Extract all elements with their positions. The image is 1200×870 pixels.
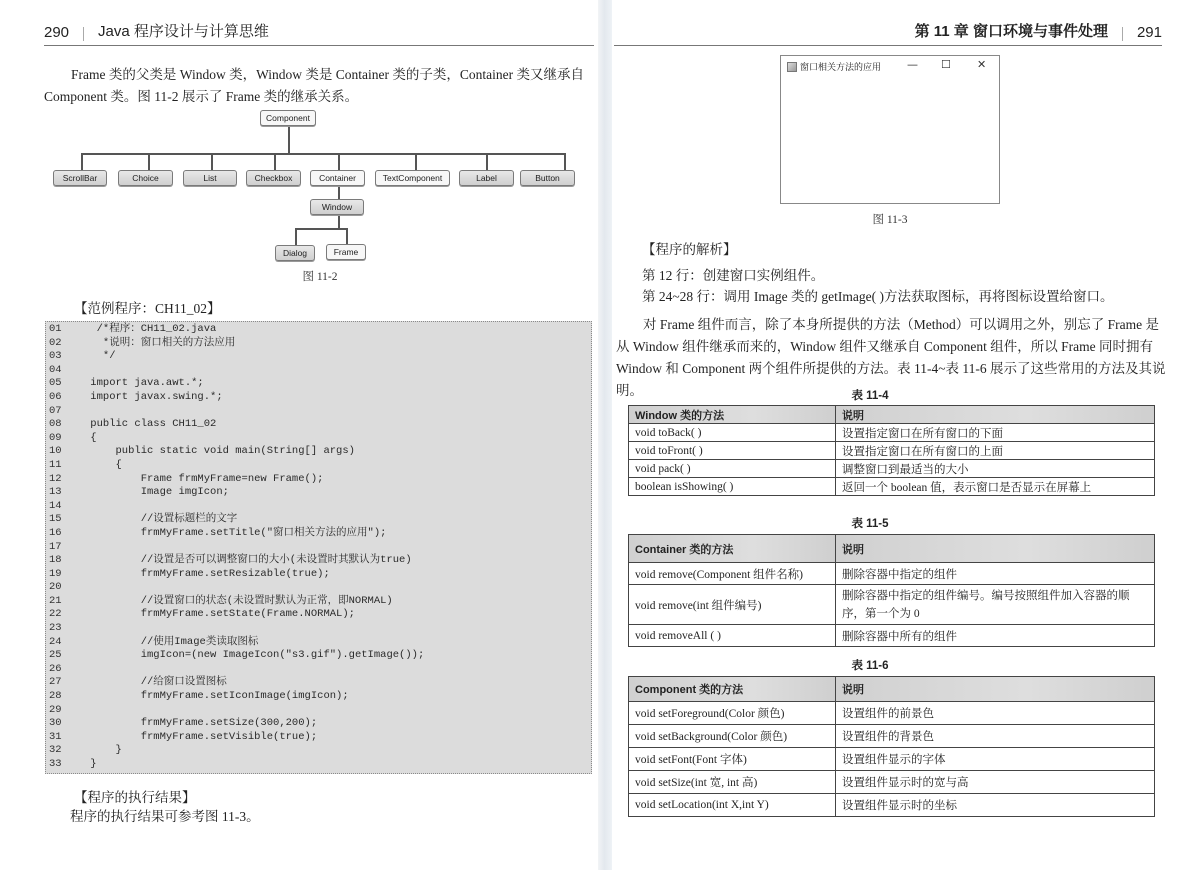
line-number: 12 <box>49 472 62 485</box>
line-number: 30 <box>49 717 62 730</box>
code-line <box>46 663 591 677</box>
result-text: 程序的执行结果可参考图 11-3。 <box>70 809 260 824</box>
desc-cell: 删除容器中指定的组件 <box>836 563 1155 585</box>
header-separator <box>1122 27 1123 41</box>
book-title: Java 程序设计与计算思维 <box>98 23 269 40</box>
result-title: 【程序的执行结果】 <box>74 790 196 805</box>
code-text: import javax.swing.*; <box>84 390 223 403</box>
line-number: 09 <box>49 431 62 444</box>
code-line <box>46 731 591 745</box>
code-text: public class CH11_02 <box>84 418 217 431</box>
line-number: 08 <box>49 418 62 431</box>
code-text <box>84 541 591 555</box>
body-paragraph: 对 Frame 组件而言，除了本身所提供的方法（Method）可以调用之外，别忘了 Frame 是从 Window 组件继承而来的，Window 组件又继承自 Component 组件，所以 Frame 同时拥有 Window 和 Component 两个组件所提供的方法。表 11-4~表 11-6 展示了这些常用的方法及其说明。 <box>616 317 1166 398</box>
line-number: 05 <box>49 377 62 390</box>
line-number: 23 <box>49 622 62 635</box>
line-number: 24 <box>49 635 62 648</box>
table-header: Window 类的方法 <box>629 406 836 424</box>
analysis-line-1: 第 12 行：创建窗口实例组件。 <box>642 268 825 283</box>
maximize-icon: ☐ <box>941 58 951 71</box>
code-text: frmMyFrame.setResizable(true); <box>84 567 330 580</box>
code-text: frmMyFrame.setTitle("窗口相关方法的应用"); <box>84 526 387 539</box>
figure-caption-11-3: 图 11-3 <box>872 214 908 226</box>
line-number: 31 <box>49 730 62 743</box>
code-line <box>46 758 591 772</box>
table-row <box>629 794 1155 817</box>
desc-cell: 删除容器中指定的组件编号。编号按照组件加入容器的顺序，第一个为 0 <box>836 585 1155 625</box>
java-app-icon <box>787 62 797 72</box>
method-cell: void setBackground(Color 颜色) <box>629 725 836 748</box>
line-number: 32 <box>49 744 62 757</box>
close-icon: ✕ <box>977 58 987 71</box>
method-cell: void setSize(int 宽, int 高) <box>629 771 836 794</box>
method-cell: void toFront( ) <box>629 442 836 460</box>
code-text: Frame frmMyFrame=new Frame(); <box>84 472 324 485</box>
node-window: Window <box>310 199 364 215</box>
code-text: frmMyFrame.setSize(300,200); <box>84 717 318 730</box>
method-cell: void setForeground(Color 颜色) <box>629 702 836 725</box>
code-block <box>45 321 592 774</box>
code-line <box>46 636 591 650</box>
desc-cell: 设置指定窗口在所有窗口的下面 <box>836 424 1155 442</box>
code-line <box>46 744 591 758</box>
code-text <box>84 581 591 595</box>
analysis-title: 【程序的解析】 <box>642 242 737 257</box>
method-cell: void pack( ) <box>629 460 836 478</box>
desc-cell: 设置指定窗口在所有窗口的上面 <box>836 442 1155 460</box>
method-cell: void setLocation(int X,int Y) <box>629 794 836 817</box>
window-title: 窗口相关方法的应用 <box>800 62 882 72</box>
code-line <box>46 323 591 337</box>
code-text <box>84 622 591 636</box>
code-text: public static void main(String[] args) <box>84 445 355 458</box>
code-text: //设置标题栏的文字 <box>84 513 238 526</box>
window-screenshot <box>780 55 1000 204</box>
code-text: imgIcon=(new ImageIcon("s3.gif").getImage()); <box>84 649 425 662</box>
code-line <box>46 554 591 568</box>
code-line <box>46 527 591 541</box>
table-row <box>629 563 1155 585</box>
table-row <box>629 478 1155 496</box>
code-line <box>46 377 591 391</box>
code-text <box>84 663 591 677</box>
node-label: Label <box>459 170 514 186</box>
code-line <box>46 418 591 432</box>
line-number: 06 <box>49 390 62 403</box>
table-row <box>629 460 1155 478</box>
code-text: } <box>84 758 97 770</box>
line-number: 25 <box>49 649 62 662</box>
table-header: Component 类的方法 <box>629 677 836 702</box>
line-number: 04 <box>49 363 62 376</box>
line-number: 22 <box>49 608 62 621</box>
node-list: List <box>183 170 237 186</box>
page-number-right: 291 <box>1136 24 1162 41</box>
desc-cell: 删除容器中所有的组件 <box>836 625 1155 647</box>
code-line <box>46 676 591 690</box>
right-running-header <box>614 20 1162 46</box>
line-number: 14 <box>49 499 62 512</box>
table-11-5 <box>628 534 1155 647</box>
table-header: 说明 <box>836 677 1155 702</box>
minimize-icon: — <box>907 58 918 71</box>
figure-caption-11-2: 图 11-2 <box>302 271 338 283</box>
code-text: { <box>84 431 97 444</box>
desc-cell: 设置组件显示时的坐标 <box>836 794 1155 817</box>
desc-cell: 设置组件的背景色 <box>836 725 1155 748</box>
node-component: Component <box>260 110 316 126</box>
code-line <box>46 364 591 378</box>
line-number: 13 <box>49 486 62 499</box>
code-line <box>46 445 591 459</box>
chapter-title: 第 11 章 窗口环境与事件处理 <box>914 23 1108 40</box>
node-scrollbar: ScrollBar <box>53 170 107 186</box>
code-text: //设置是否可以调整窗口的大小(未设置时其默认为true) <box>84 554 412 567</box>
code-line <box>46 405 591 419</box>
table-header: 说明 <box>836 406 1155 424</box>
code-text: { <box>84 458 122 471</box>
line-number: 26 <box>49 662 62 675</box>
code-line <box>46 473 591 487</box>
node-dialog: Dialog <box>275 245 315 261</box>
code-text: frmMyFrame.setIconImage(imgIcon); <box>84 690 349 703</box>
line-number: 20 <box>49 581 62 594</box>
desc-cell: 调整窗口到最适当的大小 <box>836 460 1155 478</box>
code-line <box>46 500 591 514</box>
table-row <box>629 424 1155 442</box>
table-row <box>629 585 1155 625</box>
node-checkbox: Checkbox <box>246 170 301 186</box>
example-title: 【范例程序：CH11_02】 <box>74 301 221 316</box>
table-11-5-caption: 表 11-5 <box>851 518 889 530</box>
header-separator <box>83 27 84 41</box>
code-line <box>46 513 591 527</box>
code-line <box>46 486 591 500</box>
desc-cell: 设置组件显示的字体 <box>836 748 1155 771</box>
code-line <box>46 541 591 555</box>
code-line <box>46 432 591 446</box>
analysis-line-2: 第 24~28 行：调用 Image 类的 getImage( )方法获取图标，再将图标设置给窗口。 <box>642 289 1114 304</box>
line-number: 21 <box>49 594 62 607</box>
line-number: 11 <box>49 458 62 471</box>
code-line <box>46 568 591 582</box>
code-text <box>84 405 591 419</box>
line-number: 33 <box>49 758 62 770</box>
table-header: 说明 <box>836 535 1155 563</box>
line-number: 19 <box>49 567 62 580</box>
left-running-header <box>44 20 594 46</box>
window-title-bar <box>787 60 881 73</box>
line-number: 03 <box>49 350 62 363</box>
table-header: Container 类的方法 <box>629 535 836 563</box>
table-11-4-caption: 表 11-4 <box>851 390 889 402</box>
line-number: 07 <box>49 404 62 417</box>
node-button: Button <box>520 170 575 186</box>
code-text: frmMyFrame.setVisible(true); <box>84 730 318 743</box>
method-cell: void remove(int 组件编号) <box>629 585 836 625</box>
node-container: Container <box>310 170 365 186</box>
code-text: //设置窗口的状态(未设置时默认为正常，即NORMAL) <box>84 594 393 607</box>
table-row <box>629 625 1155 647</box>
table-11-6 <box>628 676 1155 817</box>
code-text: import java.awt.*; <box>84 377 204 390</box>
code-text: Image imgIcon; <box>84 486 229 499</box>
code-line <box>46 595 591 609</box>
code-line <box>46 581 591 595</box>
code-text: *说明：窗口相关的方法应用 <box>84 336 236 349</box>
code-text: frmMyFrame.setState(Frame.NORMAL); <box>84 608 355 621</box>
table-row <box>629 702 1155 725</box>
method-cell: boolean isShowing( ) <box>629 478 836 496</box>
code-line <box>46 337 591 351</box>
code-text: //给窗口设置图标 <box>84 676 227 689</box>
line-number: 10 <box>49 445 62 458</box>
code-line <box>46 608 591 622</box>
node-choice: Choice <box>118 170 173 186</box>
code-text: */ <box>84 350 116 363</box>
method-cell: void toBack( ) <box>629 424 836 442</box>
line-number: 01 <box>49 323 62 335</box>
table-11-6-caption: 表 11-6 <box>851 660 889 672</box>
method-cell: void remove(Component 组件名称) <box>629 563 836 585</box>
code-line <box>46 350 591 364</box>
code-text <box>84 500 591 514</box>
desc-cell: 设置组件的前景色 <box>836 702 1155 725</box>
table-row <box>629 771 1155 794</box>
node-textcomponent: TextComponent <box>375 170 450 186</box>
line-number: 02 <box>49 336 62 349</box>
code-text: /*程序：CH11_02.java <box>84 323 217 335</box>
inheritance-diagram <box>40 105 600 290</box>
code-line <box>46 391 591 405</box>
code-text <box>84 364 591 378</box>
table-row <box>629 748 1155 771</box>
method-cell: void setFont(Font 字体) <box>629 748 836 771</box>
code-text <box>84 704 591 718</box>
line-number: 29 <box>49 703 62 716</box>
code-line <box>46 459 591 473</box>
line-number: 16 <box>49 526 62 539</box>
line-number: 15 <box>49 513 62 526</box>
code-line <box>46 717 591 731</box>
table-row <box>629 442 1155 460</box>
code-text: //使用Image类读取图标 <box>84 635 259 648</box>
line-number: 27 <box>49 676 62 689</box>
desc-cell: 设置组件显示时的宽与高 <box>836 771 1155 794</box>
code-text: } <box>84 744 122 757</box>
table-11-4 <box>628 405 1155 496</box>
line-number: 17 <box>49 540 62 553</box>
code-line <box>46 649 591 663</box>
line-number: 18 <box>49 554 62 567</box>
intro-paragraph: Frame 类的父类是 Window 类，Window 类是 Container 类的子类，Container 类又继承自 Component 类。图 11-2 展示了 Frame 类的继承关系。 <box>44 67 584 104</box>
code-line <box>46 704 591 718</box>
line-number: 28 <box>49 690 62 703</box>
code-line <box>46 622 591 636</box>
table-row <box>629 725 1155 748</box>
node-frame: Frame <box>326 244 366 260</box>
code-line <box>46 690 591 704</box>
desc-cell: 返回一个 boolean 值，表示窗口是否显示在屏幕上 <box>836 478 1155 496</box>
method-cell: void removeAll ( ) <box>629 625 836 647</box>
page-number-left: 290 <box>44 24 70 41</box>
